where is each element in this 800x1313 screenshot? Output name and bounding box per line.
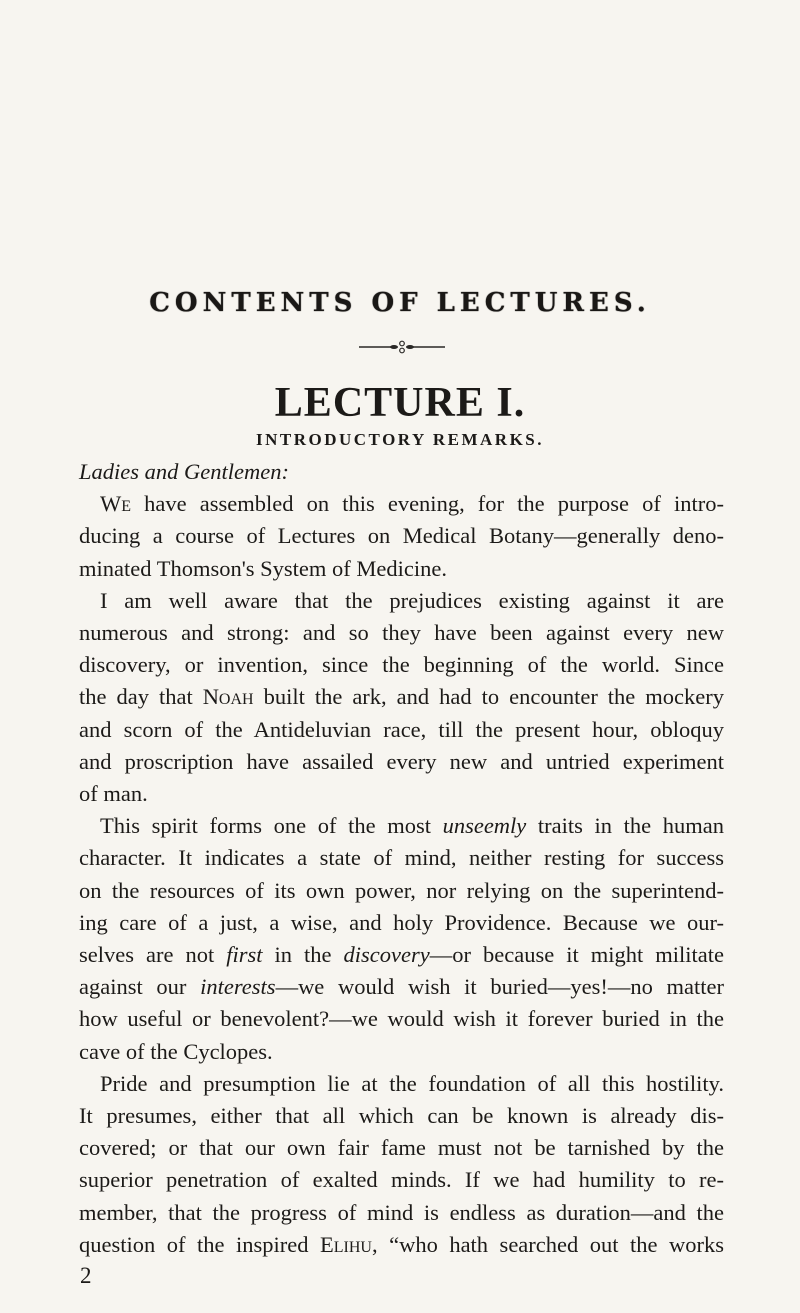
lecture-title: LECTURE I. [274,380,526,426]
text-line: It presumes, either that all which can be known is already dis- [79,1103,724,1129]
text-line: minated Thomson's System of Medicine. [79,555,447,581]
text-line: on the resources of its own power, nor relying on the superintend- [79,877,724,903]
text-line: character. It indicates a state of mind, neither resting for success [79,845,724,871]
text-line: This spirit forms one of the most unseemly traits in the human [100,813,724,839]
text-line: and proscription have assailed every new and untried experiment [79,748,724,774]
salutation: Ladies and Gentlemen: [79,459,289,484]
text-line: and scorn of the Antideluvian race, till the present hour, obloquy [79,716,724,742]
text-line: covered; or that our own fair fame must not be tarnished by the [79,1135,724,1161]
text-line: selves are not first in the discovery—or because it might militate [79,942,724,968]
text-line: against our interests—we would wish it buried—yes!—no matter [79,974,724,1000]
text-line: We have assembled on this evening, for the purpose of intro- [100,491,724,517]
text-line: I am well aware that the prejudices existing against it are [100,587,724,613]
text-line: member, that the progress of mind is endless as duration—and the [79,1199,724,1225]
text-line: question of the inspired Elihu, “who hath searched out the works [79,1231,725,1257]
ornament-divider [357,340,447,354]
text-line: ing care of a just, a wise, and holy Providence. Because we our- [79,909,724,935]
lecture-subtitle: INTRODUCTORY REMARKS. [255,430,545,449]
body-text [79,456,724,1261]
text-line: how useful or benevolent?—we would wish it forever buried in the [79,1006,724,1032]
text-line: ducing a course of Lectures on Medical Botany—generally deno- [79,523,724,549]
text-line: the day that Noah built the ark, and had to encounter the mockery [79,684,724,710]
text-line: numerous and strong: and so they have been against every new [79,620,724,646]
text-line: discovery, or invention, since the beginning of the world. Since [79,652,724,678]
text-line: Pride and presumption lie at the foundation of all this hostility. [100,1070,724,1096]
text-line: of man. [79,781,148,807]
text-line: superior penetration of exalted minds. If we had humility to re- [79,1167,724,1193]
page-number: 2 [80,1263,92,1288]
text-line: cave of the Cyclopes. [79,1038,273,1064]
running-head: CONTENTS OF LECTURES. [149,288,651,318]
